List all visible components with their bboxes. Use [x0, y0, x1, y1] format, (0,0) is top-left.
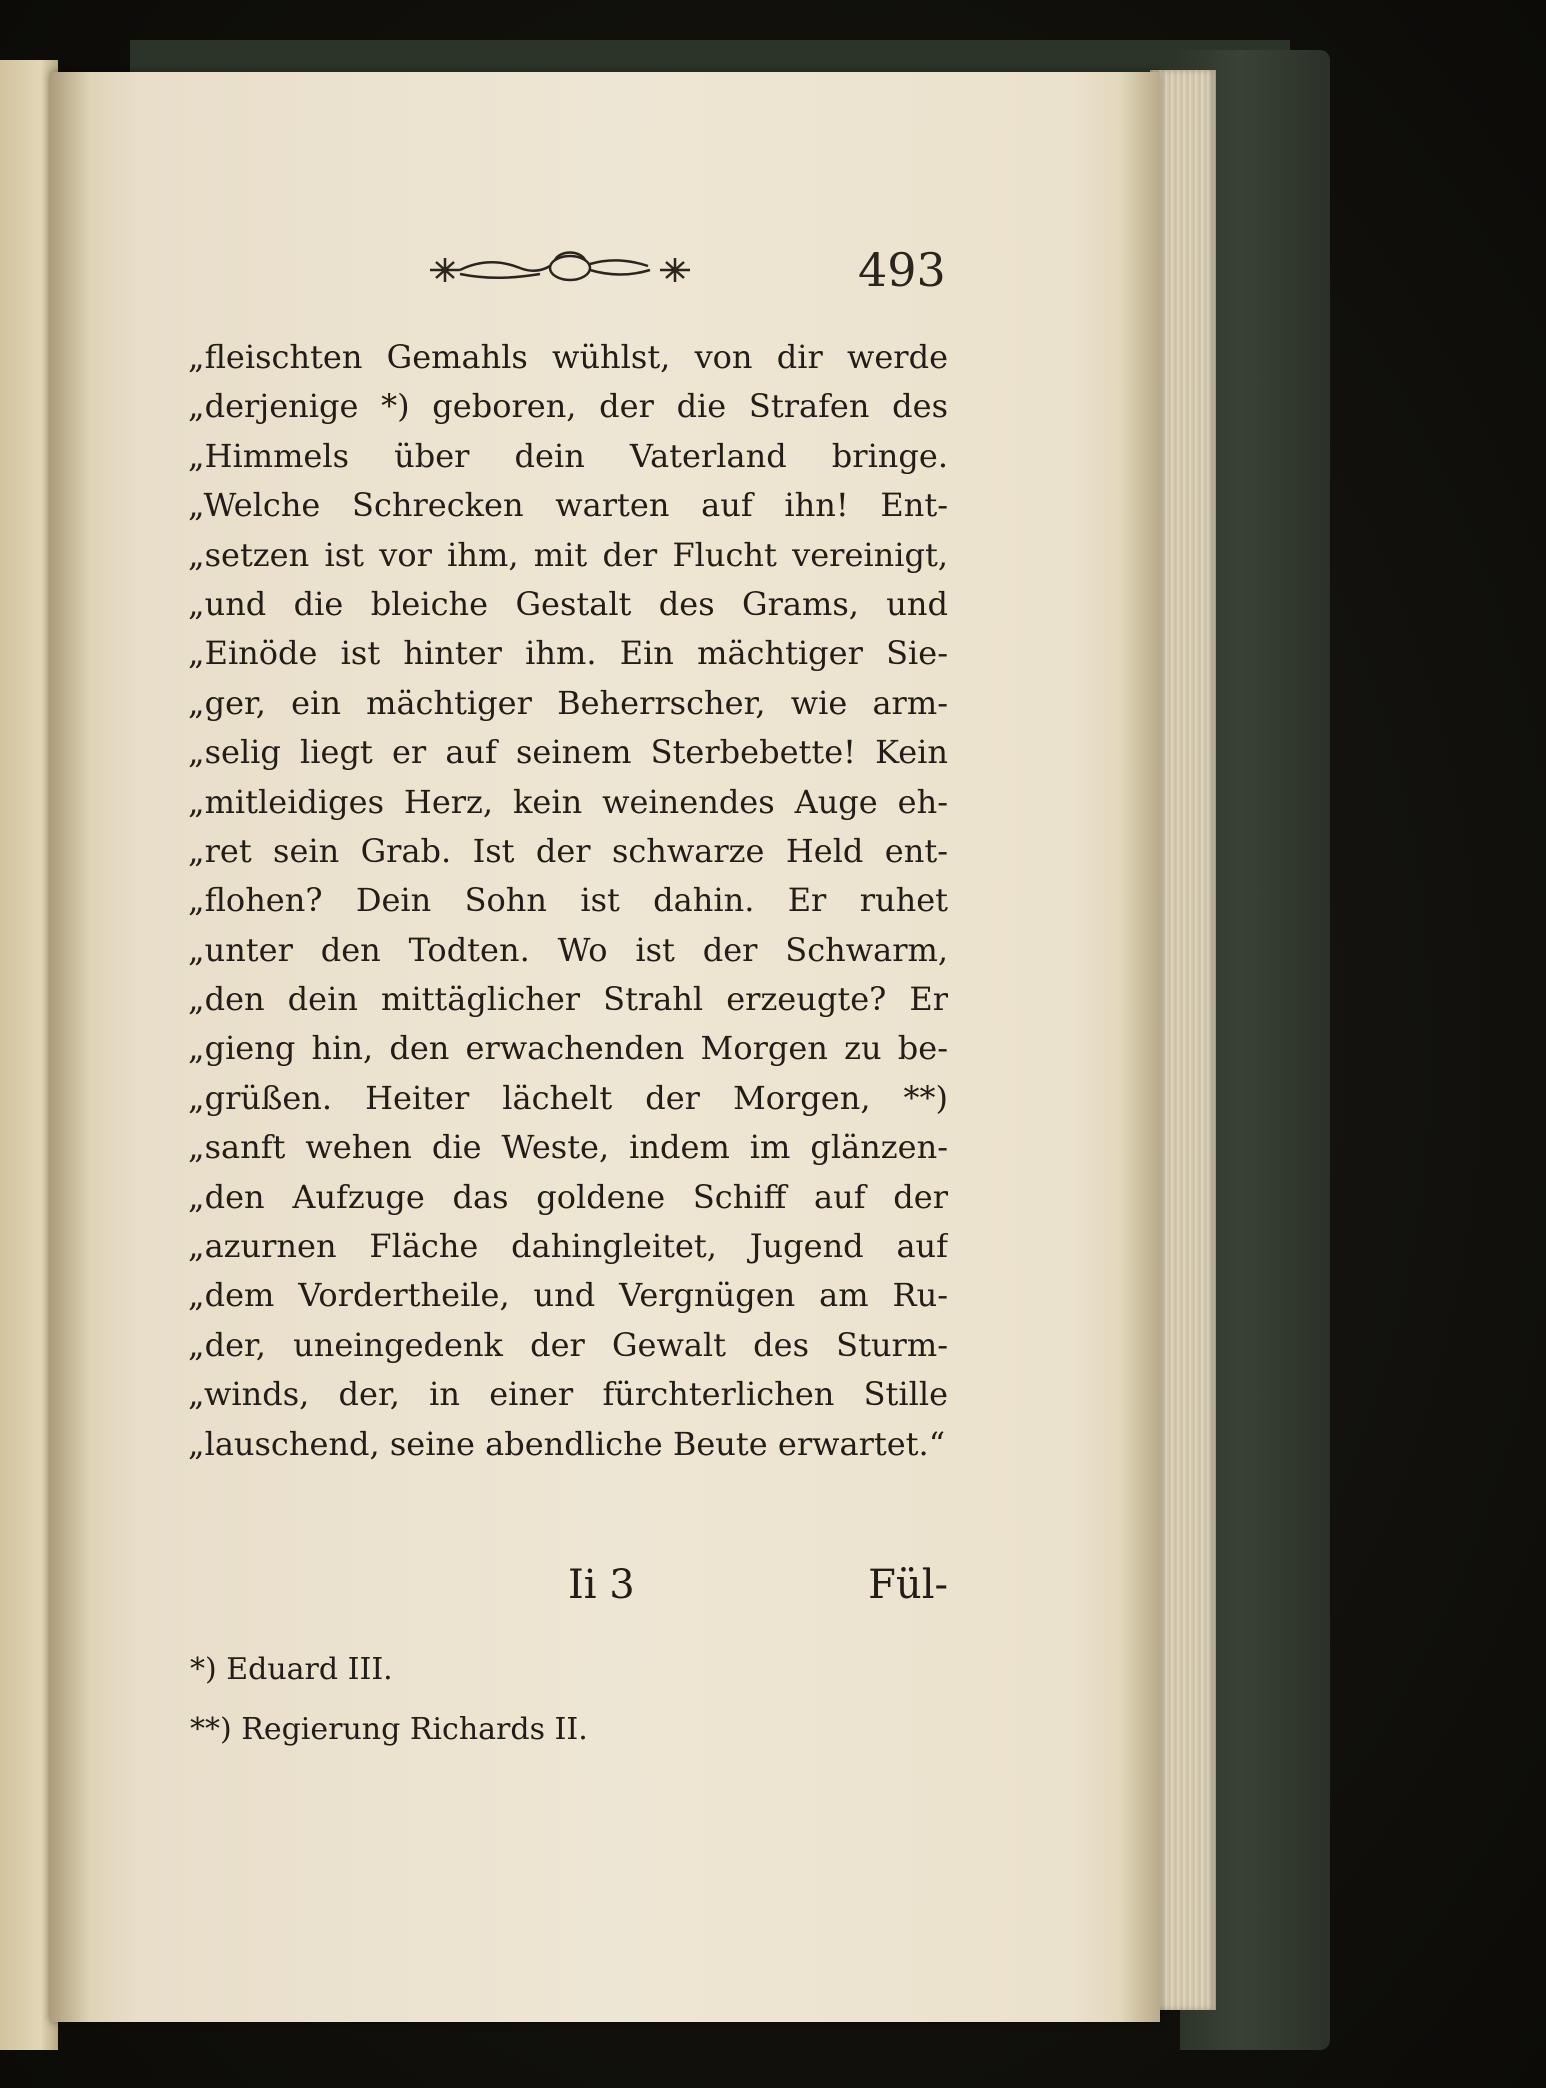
text-line: „derjenige *) geboren, der die Strafen des: [188, 387, 948, 426]
text-line: „ger, ein mächtiger Beherrscher, wie arm-: [188, 683, 948, 722]
footnotes: [190, 1640, 890, 1760]
text-line: „dem Vordertheile, und Vergnügen am Ru-: [188, 1276, 948, 1315]
printer-ornament-icon: [420, 240, 700, 300]
text-line: „flohen? Dein Sohn ist dahin. Er ruhet: [188, 881, 948, 920]
footnote: *) Eduard III.: [190, 1652, 393, 1687]
footnote: **) Regierung Richards II.: [190, 1712, 588, 1747]
page-shadow: [1120, 72, 1160, 2022]
text-line: „lauschend, seine abendliche Beute erwartet.“: [188, 1424, 946, 1463]
catchword: Fül-: [868, 1562, 948, 1608]
text-line: „Welche Schrecken warten auf ihn! Ent-: [188, 486, 948, 525]
text-line: „der, uneingedenk der Gewalt des Sturm-: [188, 1325, 948, 1364]
text-line: „gieng hin, den erwachenden Morgen zu be-: [188, 1029, 948, 1068]
text-line: „mitleidiges Herz, kein weinendes Auge eh-: [188, 782, 948, 821]
text-line: „ret sein Grab. Ist der schwarze Held ent-: [188, 831, 948, 870]
text-line: „den dein mittäglicher Strahl erzeugte? Er: [188, 980, 948, 1019]
text-line: „winds, der, in einer fürchterlichen Stille: [188, 1375, 948, 1414]
text-line: „und die bleiche Gestalt des Grams, und: [188, 584, 948, 623]
text-line: „grüßen. Heiter lächelt der Morgen, **): [188, 1078, 948, 1117]
page-number: 493: [858, 243, 946, 297]
text-line: „sanft wehen die Weste, indem im glänzen-: [188, 1128, 948, 1167]
text-line: „Einöde ist hinter ihm. Ein mächtiger Sie-: [188, 634, 948, 673]
text-line: „selig liegt er auf seinem Sterbebette! Kein: [188, 733, 948, 772]
printer-signature: Ii 3: [568, 1562, 635, 1608]
text-line: „fleischten Gemahls wühlst, von dir werde: [188, 338, 948, 376]
text-line: „unter den Todten. Wo ist der Schwarm,: [188, 930, 948, 969]
text-line: „den Aufzuge das goldene Schiff auf der: [188, 1177, 948, 1216]
text-line: „Himmels über dein Vaterland bringe.: [188, 436, 948, 475]
signature-line: [188, 1555, 948, 1615]
text-line: „setzen ist vor ihm, mit der Flucht vereinigt,: [188, 535, 948, 574]
text-line: „azurnen Fläche dahingleitet, Jugend auf: [188, 1227, 948, 1266]
page-gutter: [50, 72, 90, 2022]
body-text: [188, 333, 948, 1469]
